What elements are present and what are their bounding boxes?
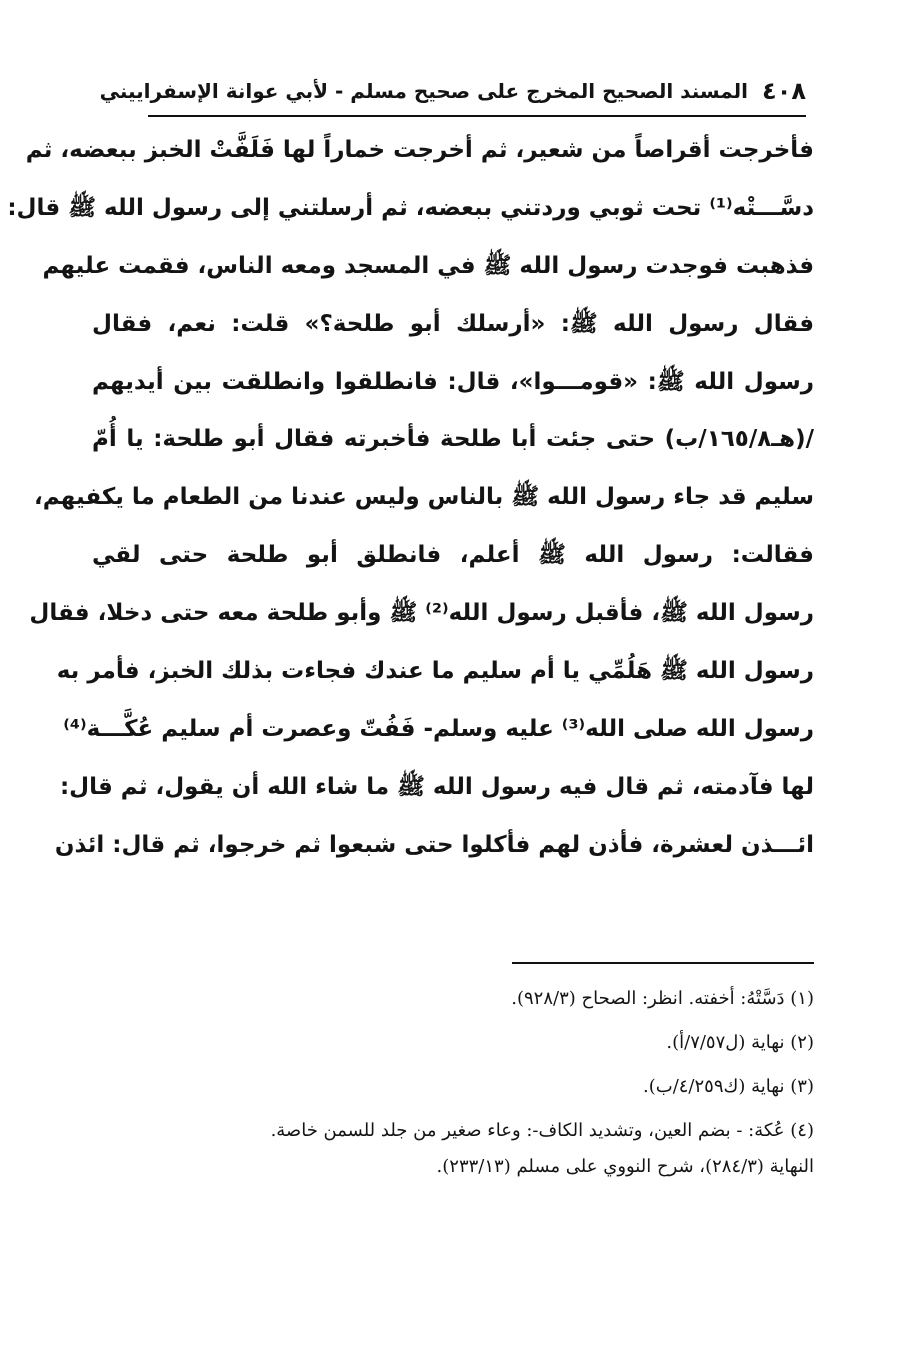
footnote-separator [512,962,814,964]
footnote-4-continuation: النهاية (٢٨٤/٣)، شرح النووي على مسلم (٢٣٣/١٣). [436,1156,814,1177]
page-number: ٤٠٨ [762,77,806,105]
text-line: رسول الله صلى الله⁽³⁾ عليه وسلم- فَفُتّ وعصرت أم سليم عُكَّـــة⁽⁴⁾ [63,715,814,742]
text-line: سليم قد جاء رسول الله ﷺ بالناس وليس عندنا من الطعام ما يكفيهم، [33,484,814,511]
text-line: فقال رسول الله ﷺ: «أرسلك أبو طلحة؟» قلت: نعم، فقال [92,310,814,337]
header-rule [148,115,806,117]
text-line: فقالت: رسول الله ﷺ أعلم، فانطلق أبو طلحة حتى لقي [92,542,814,569]
footnotes [160,981,814,1185]
text-line: لها فآدمته، ثم قال فيه رسول الله ﷺ ما شاء الله أن يقول، ثم قال: [59,773,814,800]
footnote-1: (١) دَسَّتْهُ: أخفته. انظر: الصحاح (٩٢٨/٣). [511,988,814,1009]
footnote-4: (٤) عُكة: - بضم العين، وتشديد الكاف-: وعاء صغير من جلد للسمن خاصة. [270,1120,814,1141]
text-line: رسول الله ﷺ، فأقبل رسول الله⁽²⁾ ﷺ وأبو طلحة معه حتى دخلا، فقال [29,600,814,627]
text-line: فذهبت فوجدت رسول الله ﷺ في المسجد ومعه الناس، فقمت عليهم [42,252,814,279]
page-header [99,72,806,116]
text-line: رسول الله ﷺ هَلُمِّي يا أم سليم ما عندك فجاءت بذلك الخبز، فأمر به [56,658,814,685]
running-title: المسند الصحيح المخرج على صحيح مسلم - لأبي عوانة الإسفراييني [99,79,748,103]
footnote-2: (٢) نهاية (ل٧/٥٧/أ). [666,1032,814,1053]
text-line: دسَّـــتْه⁽¹⁾ تحت ثوبي وردتني ببعضه، ثم أرسلتني إلى رسول الله ﷺ قال: [7,194,814,221]
text-line: ائـــذن لعشرة، فأذن لهم فأكلوا حتى شبعوا ثم خرجوا، ثم قال: ائذن [54,831,814,858]
text-line: فأخرجت أقراصاً من شعير، ثم أخرجت خماراً لها فَلَفَّتْ الخبز ببعضه، ثم [25,137,814,163]
main-text [7,122,814,875]
text-line: /(هـ١٦٥/٨/ب) حتى جئت أبا طلحة فأخبرته فقال أبو طلحة: يا أُمّ [92,426,814,453]
text-line: رسول الله ﷺ: «قومـــوا»، قال: فانطلقوا وانطلقت بين أيديهم [92,368,814,395]
footnote-3: (٣) نهاية (ك٤/٢٥٩/ب). [643,1076,814,1097]
